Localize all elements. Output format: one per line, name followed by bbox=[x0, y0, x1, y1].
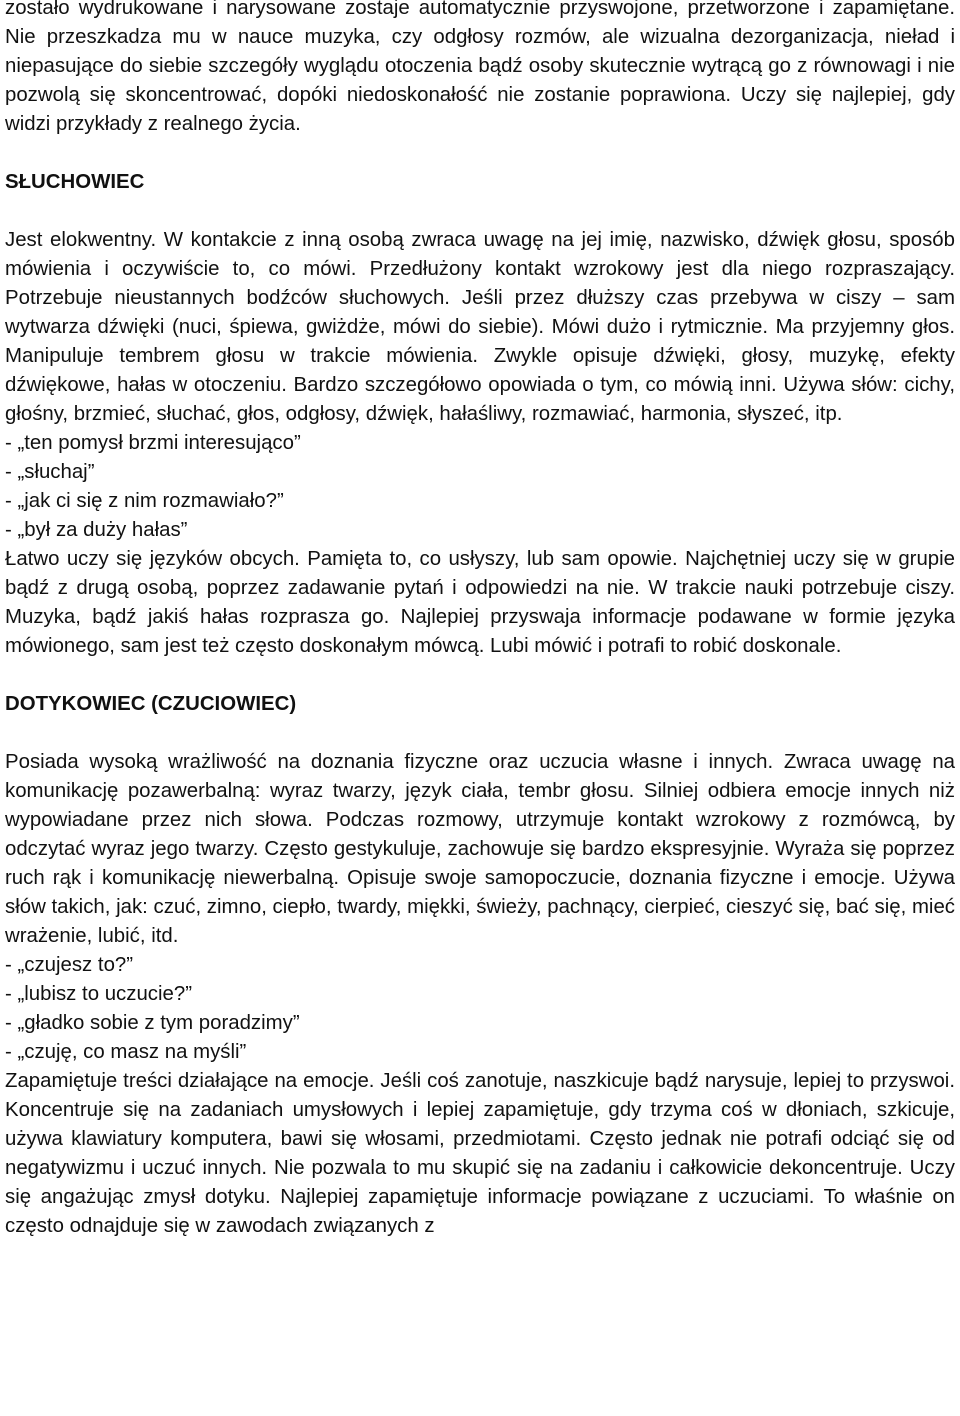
paragraph-sluchowiec-description: Jest elokwentny. W kontakcie z inną osobą zwraca uwagę na jej imię, nazwisko, dźwięk głosu, sposób mówienia i oczywiście to, co mówi. Przedłużony kontakt wzrokowy jest dla niego rozpraszający. Potrzebuje nieustannych bodźców słuchowych. Jeśli przez dłuższy czas przebywa w ciszy – sam wytwarza dźwięki (nuci, śpiewa, gwiżdże, mówi do siebie). Mówi dużo i rytmicznie. Ma przyjemny głos. Manipuluje tembrem głosu w trakcie mówienia. Zwykle opisuje dźwięki, głosy, muzykę, efekty dźwiękowe, hałas w otoczeniu. Bardzo szczegółowo opowiada o tym, co mówią inni. Używa słów: cichy, głośny, brzmieć, słuchać, głos, odgłosy, dźwięk, hałaśliwy, rozmawiać, harmonia, słyszeć, itp. bbox=[5, 229, 955, 425]
quote-list-sluchowiec bbox=[5, 429, 955, 545]
heading-sluchowiec: SŁUCHOWIEC bbox=[5, 171, 145, 193]
quote-item: - „jak ci się z nim rozmawiało?” bbox=[5, 490, 284, 512]
quote-item: - „gładko sobie z tym poradzimy” bbox=[5, 1012, 300, 1034]
quote-item: - „słuchaj” bbox=[5, 461, 95, 483]
heading-dotykowiec: DOTYKOWIEC (CZUCIOWIEC) bbox=[5, 693, 297, 715]
paragraph-dotykowiec-description: Posiada wysoką wrażliwość na doznania fizyczne oraz uczucia własne i innych. Zwraca uwagę na komunikację pozawerbalną: wyraz twarzy, język ciała, tembr głosu. Silniej odbiera emocje innych niż wypowiadane przez nich słowa. Podczas rozmowy, utrzymuje kontakt wzrokowy z rozmówcą, by odczytać wyraz jego twarzy. Często gestykuluje, zachowuje się bardzo ekspresyjnie. Wyraża się poprzez ruch rąk i komunikację niewerbalną. Opisuje swoje samopoczucie, doznania fizyczne i emocje. Używa słów takich, jak: czuć, zimno, ciepło, twardy, miękki, świeży, pachnący, cierpieć, cieszyć się, bać się, mieć wrażenie, lubić, itd. bbox=[5, 751, 955, 947]
paragraph-visual-learner-end: zostało wydrukowane i narysowane zostaje automatycznie przyswojone, przetworzone i zapamiętane. Nie przeszkadza mu w nauce muzyka, czy odgłosy rozmów, ale wizualna dezorganizacja, nieład i niepasujące do siebie szczegóły wyglądu otoczenia bądź osoby skutecznie wytrącą go z równowagi i nie pozwolą się skoncentrować, dopóki niedoskonałość nie zostanie poprawiona. Uczy się najlepiej, gdy widzi przykłady z realnego życia. bbox=[5, 0, 955, 135]
paragraph-dotykowiec-learning: Zapamiętuje treści działające na emocje. Jeśli coś zanotuje, naszkicuje bądź narysuje, lepiej to przyswoi. Koncentruje się na zadaniach umysłowych i lepiej zapamiętuje, gdy trzyma coś w dłoniach, szkicuje, używa klawiatury komputera, bawi się włosami, przedmiotami. Często jednak nie potrafi odciąć się od negatywizmu i uczuć innych. Nie pozwala to mu skupić się na zadaniu i całkowicie dekoncentruje. Uczy się angażując zmysł dotyku. Najlepiej zapamiętuje informacje powiązane z uczuciami. To właśnie on często odnajduje się w zawodach związanych z bbox=[5, 1070, 955, 1237]
paragraph-sluchowiec-learning: Łatwo uczy się języków obcych. Pamięta to, co usłyszy, lub sam opowie. Najchętniej uczy się w grupie bądź z drugą osobą, poprzez zadawanie pytań i odpowiedzi na nie. W trakcie nauki potrzebuje ciszy. Muzyka, bądź jakiś hałas rozprasza go. Najlepiej przyswaja informacje podawane w formie języka mówionego, sam jest też często doskonałym mówcą. Lubi mówić i potrafi to robić doskonale. bbox=[5, 548, 955, 657]
quote-item: - „ten pomysł brzmi interesująco” bbox=[5, 432, 301, 454]
document-page bbox=[5, 0, 955, 1241]
quote-list-dotykowiec bbox=[5, 951, 955, 1067]
quote-item: - „lubisz to uczucie?” bbox=[5, 983, 192, 1005]
quote-item: - „czujesz to?” bbox=[5, 954, 134, 976]
quote-item: - „był za duży hałas” bbox=[5, 519, 188, 541]
quote-item: - „czuję, co masz na myśli” bbox=[5, 1041, 247, 1063]
